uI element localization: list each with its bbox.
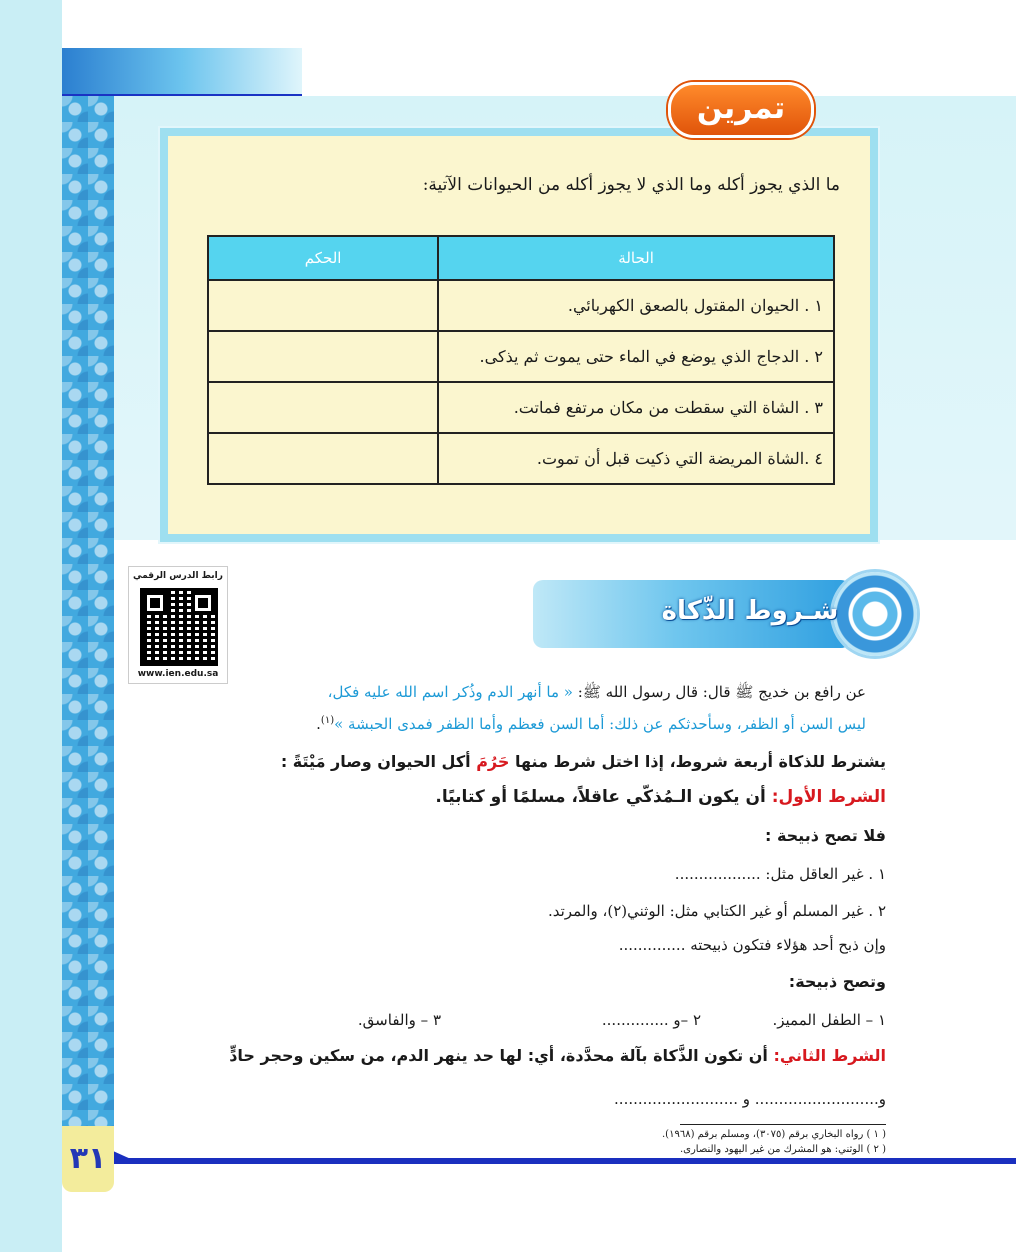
qr-code-block[interactable] [128,566,228,684]
not-valid-item-2: ٢ . غير المسلم أو غير الكتابي مثل: الوثني(٢)، والمرتد. [547,902,886,920]
table-row [208,382,834,433]
exercise-question: ما الذي يجوز أكله وما الذي لا يجوز أكله من الحيوانات الآتية: [422,175,840,195]
valid-heading: وتصح ذبيحة: [788,972,886,991]
case-cell: ٢ . الدجاج الذي يوضع في الماء حتى يموت ثم يذكى. [438,331,834,382]
condition-1-label: الشرط الأول: [771,787,886,807]
hadith-text-1: « ما أنهر الدم وذُكر اسم الله عليه فكل، [327,683,573,701]
footer-rule [114,1158,1016,1164]
conditions-intro-a: يشترط للذكاة أربعة شروط، إذا اختل شرط منها [514,752,886,771]
exercise-table [207,235,835,485]
footnote-2: ( ٢ ) الوثني: هو المشرك من غير اليهود والنصارى. [679,1144,886,1155]
header-ruling: الحكم [208,236,438,280]
hadith-intro: عن رافع بن خديج ﷺ قال: قال رسول الله ﷺ: [577,683,866,701]
ruling-cell[interactable] [208,331,438,382]
valid-item-1: ١ – الطفل المميز. [772,1011,886,1029]
section-title: شـروط الذّكاة [661,596,839,626]
qr-label: رابط الدرس الرقمي [133,571,223,581]
ruling-cell[interactable] [208,382,438,433]
exercise-badge-label: تمرين [668,82,814,138]
ruling-cell[interactable] [208,433,438,484]
footnote-ref-1[interactable]: (١) [320,715,335,726]
page-margin [0,0,62,1252]
valid-item-3: ٣ – والفاسق. [357,1011,441,1029]
condition-2-label: الشرط الثاني: [773,1046,886,1065]
page-number: ٣١ [62,1126,114,1192]
flower-ornament-icon [833,572,917,656]
ruling-cell[interactable] [208,280,438,331]
not-valid-heading: فلا تصح ذبيحة : [764,826,886,845]
qr-code-icon[interactable] [143,591,215,663]
not-valid-item-1: ١ . غير العاقل مثل: .................. [674,865,886,883]
hadith-text-2: ليس السن أو الظفر، وسأحدثكم عن ذلك: أما السن فعظم وأما الظفر فمدى الحبشة » [334,715,866,733]
conditions-intro-haram: حَرُمَ [476,752,510,771]
footnote-divider [680,1124,886,1125]
condition-1-text: أن يكون الـمُذكّي عاقلاً، مسلمًا أو كتابيًا. [435,787,766,807]
case-cell: ١ . الحيوان المقتول بالصعق الكهربائي. [438,280,834,331]
table-header-row [208,236,834,280]
condition-1 [435,787,886,807]
ornament-border [62,96,114,1158]
qr-url[interactable]: www.ien.edu.sa [137,669,219,679]
table-row [208,280,834,331]
header-strip [62,48,302,96]
table-row [208,433,834,484]
header-case: الحالة [438,236,834,280]
case-cell: ٣ . الشاة التي سقطت من مكان مرتفع فماتت. [438,382,834,433]
hadith-line-1 [328,683,866,705]
hadith-line-2: ليس السن أو الظفر، وسأحدثكم عن ذلك: أما السن فعظم وأما الظفر فمدى الحبشة »$^{(١)}$. [316,715,866,733]
exercise-badge [668,68,856,152]
table-row [208,331,834,382]
condition-2-blanks: و.......................... و .......................... [614,1090,886,1108]
valid-item-2: ٢ –و .............. [601,1011,701,1029]
conditions-intro [281,752,886,771]
footnote-1: ( ١ ) رواه البخاري برقم (٣٠٧٥)، ومسلم برقم (١٩٦٨). [661,1129,886,1140]
if-slaughter-line: وإن ذبح أحد هؤلاء فتكون ذبيحته .............. [618,936,886,954]
case-cell: ٤ .الشاة المريضة التي ذكيت قبل أن تموت. [438,433,834,484]
condition-2 [229,1046,886,1065]
conditions-intro-b: أكل الحيوان وصار مَيْتَةً : [280,752,471,771]
condition-2-text: أن تكون الذَّكاة بآلة محدَّدة، أي: لها حد ينهر الدم، من سكين وحجر حادٍّ [229,1046,768,1065]
